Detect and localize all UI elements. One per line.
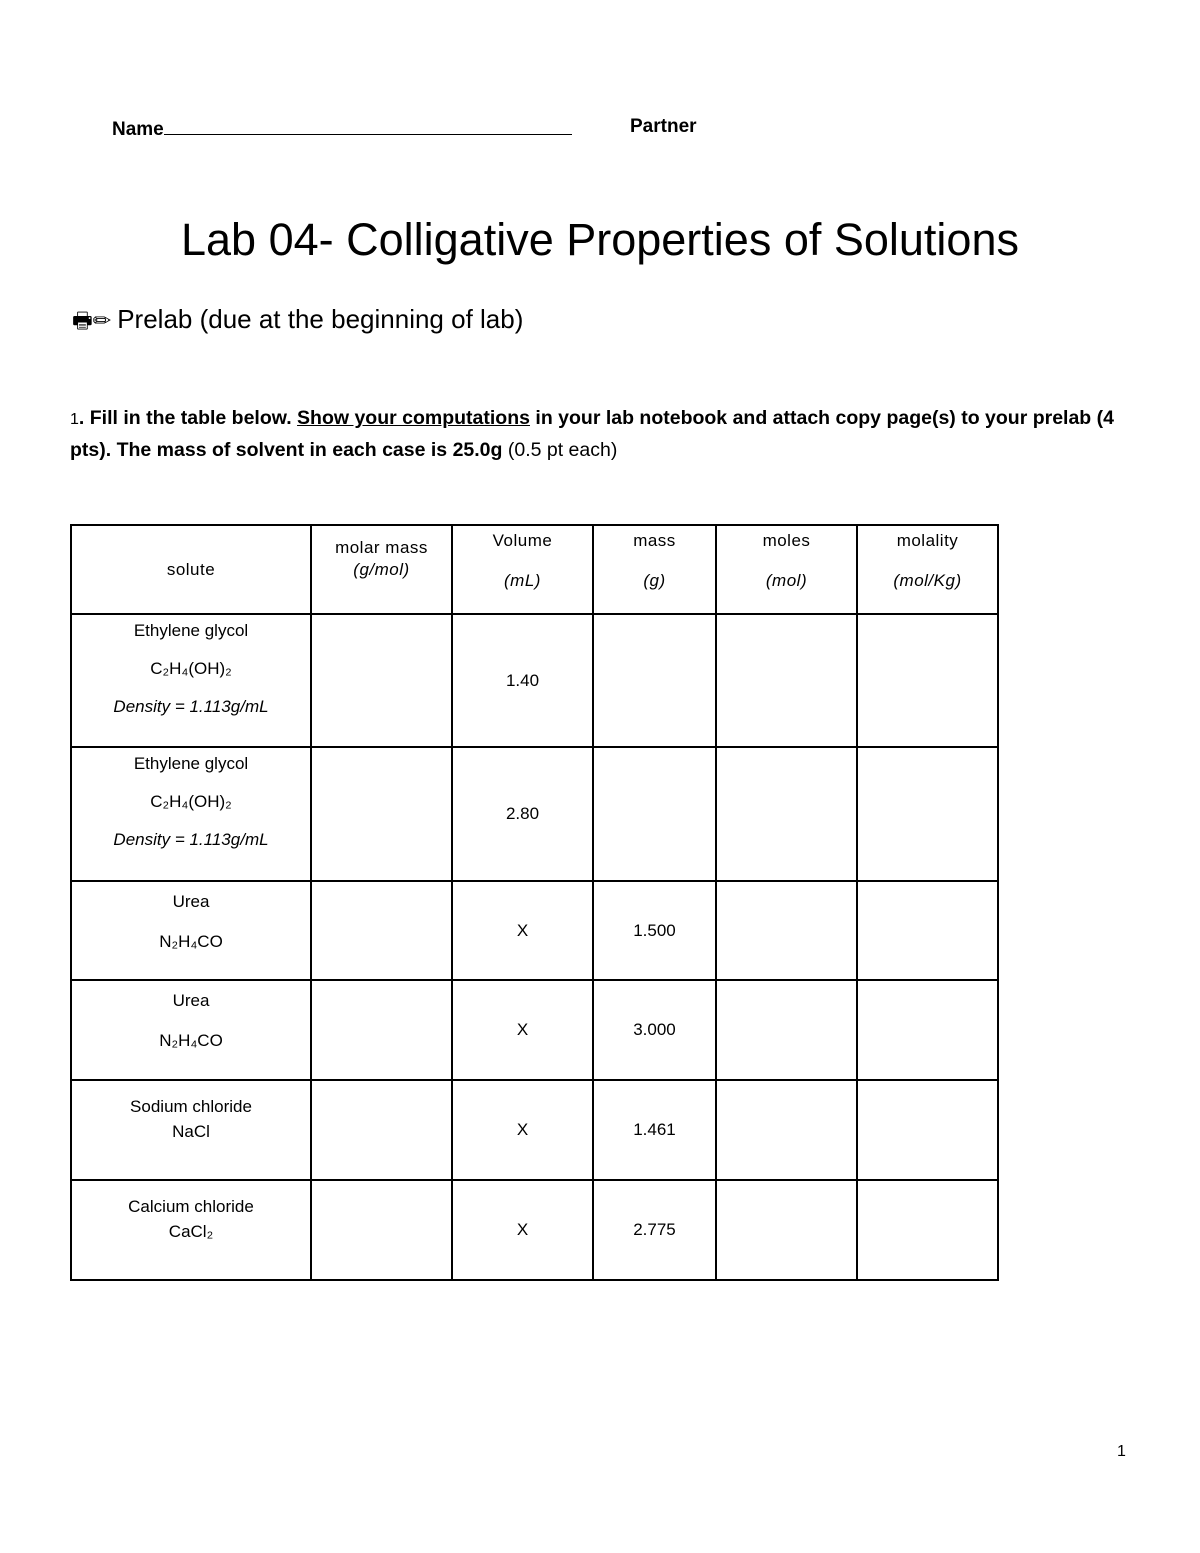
- table-row: [71, 747, 998, 881]
- table-row: [71, 1180, 998, 1280]
- name-field: [112, 116, 572, 141]
- header-solute: solute: [71, 525, 311, 614]
- header-molality: molality (mol/Kg): [857, 525, 998, 614]
- moles-cell[interactable]: [716, 980, 857, 1080]
- volume-cell-x: X: [452, 980, 593, 1080]
- instr-part2: Show your computations: [297, 407, 530, 429]
- molar-mass-cell[interactable]: [311, 1180, 452, 1280]
- prelab-text: Prelab (due at the beginning of lab): [117, 304, 524, 334]
- instr-part1: . Fill in the table below.: [78, 407, 298, 429]
- mass-cell[interactable]: [593, 614, 716, 747]
- volume-cell: 1.40: [452, 614, 593, 747]
- solute-cell: Urea N₂H₄CO: [71, 881, 311, 980]
- molar-mass-cell[interactable]: [311, 747, 452, 881]
- moles-cell[interactable]: [716, 881, 857, 980]
- table-header-row: [71, 525, 998, 614]
- header-mass: mass (g): [593, 525, 716, 614]
- mass-cell[interactable]: [593, 747, 716, 881]
- instructions: [70, 403, 1130, 466]
- table-row: [71, 1080, 998, 1180]
- molality-cell[interactable]: [857, 980, 998, 1080]
- name-label: Name: [112, 119, 164, 140]
- moles-cell[interactable]: [716, 747, 857, 881]
- instr-part5: (0.5 pt each): [502, 439, 618, 461]
- moles-cell[interactable]: [716, 1080, 857, 1180]
- moles-cell[interactable]: [716, 1180, 857, 1280]
- molality-cell[interactable]: [857, 747, 998, 881]
- printer-pencil-icon: 🖶✏: [72, 308, 112, 333]
- mass-cell: 1.500: [593, 881, 716, 980]
- data-table: [70, 524, 999, 1281]
- instr-part3: in your lab notebook and attach copy page(s) to your prelab (4 pts).: [70, 407, 1114, 461]
- moles-cell[interactable]: [716, 614, 857, 747]
- solute-cell: Calcium chloride CaCl₂: [71, 1180, 311, 1280]
- instr-number: 1: [70, 411, 79, 428]
- partner-label: Partner: [630, 116, 697, 137]
- molality-cell[interactable]: [857, 1180, 998, 1280]
- molality-cell[interactable]: [857, 881, 998, 980]
- volume-cell-x: X: [452, 881, 593, 980]
- header-volume: Volume (mL): [452, 525, 593, 614]
- volume-cell-x: X: [452, 1180, 593, 1280]
- prelab-heading: [72, 304, 523, 342]
- table-row: [71, 980, 998, 1080]
- mass-cell: 3.000: [593, 980, 716, 1080]
- molar-mass-cell[interactable]: [311, 980, 452, 1080]
- volume-cell-x: X: [452, 1080, 593, 1180]
- table-row: [71, 614, 998, 747]
- solute-cell: Sodium chloride NaCl: [71, 1080, 311, 1180]
- header-moles: moles (mol): [716, 525, 857, 614]
- mass-cell: 1.461: [593, 1080, 716, 1180]
- solute-cell: Ethylene glycol C₂H₄(OH)₂ Density = 1.113g/mL: [71, 614, 311, 747]
- table-row: [71, 881, 998, 980]
- partner-field: [630, 116, 702, 138]
- volume-cell: 2.80: [452, 747, 593, 881]
- page-title: Lab 04- Colligative Properties of Solutions: [181, 214, 1019, 265]
- solute-cell: Ethylene glycol C₂H₄(OH)₂ Density = 1.113g/mL: [71, 747, 311, 881]
- page-number: 1: [1117, 1443, 1126, 1460]
- name-blank-line[interactable]: [164, 116, 572, 135]
- molality-cell[interactable]: [857, 614, 998, 747]
- mass-cell: 2.775: [593, 1180, 716, 1280]
- molar-mass-cell[interactable]: [311, 1080, 452, 1180]
- molality-cell[interactable]: [857, 1080, 998, 1180]
- molar-mass-cell[interactable]: [311, 881, 452, 980]
- molar-mass-cell[interactable]: [311, 614, 452, 747]
- instr-part4: The mass of solvent in each case is 25.0g: [116, 439, 503, 461]
- header-molar-mass: molar mass (g/mol): [311, 525, 452, 614]
- solute-cell: Urea N₂H₄CO: [71, 980, 311, 1080]
